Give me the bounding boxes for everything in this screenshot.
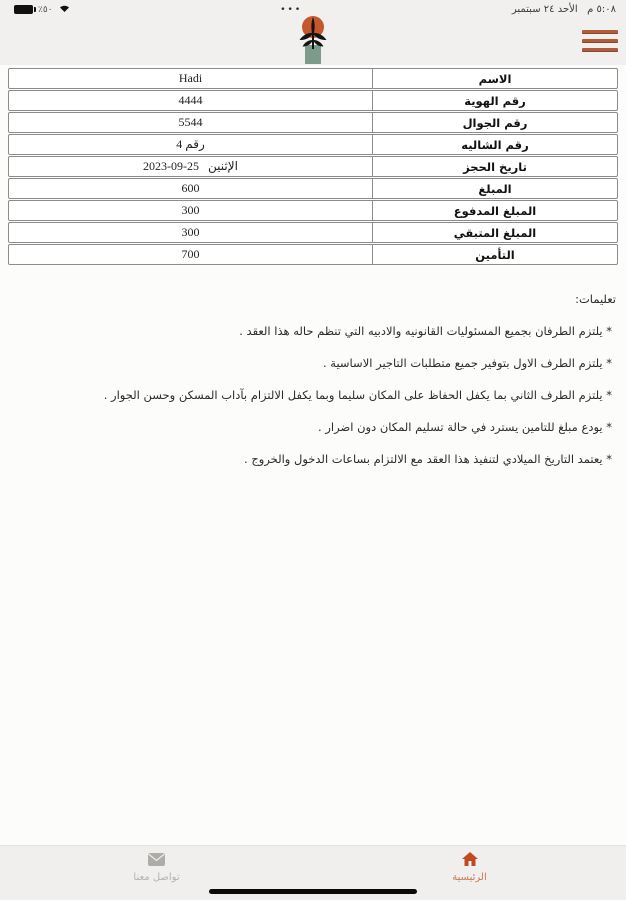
row-label: الاسم: [372, 69, 617, 88]
instruction-item: * يلتزم الطرف الاول بتوفير جميع متطلبات التاجير الاساسية .: [322, 356, 612, 370]
row-label: رقم الشاليه: [372, 135, 617, 154]
instruction-item: * يعتمد التاريخ الميلادي لتنفيذ هذا العقد مع الالتزام بساعات الدخول والخروج .: [244, 452, 612, 466]
row-value: 300: [181, 225, 200, 239]
nav-item-contact-us[interactable]: [117, 851, 197, 883]
status-datetime: [512, 4, 616, 15]
table-row-id-number: [8, 90, 618, 111]
table-row-amount: [8, 178, 618, 199]
app-logo-plant-icon: [296, 13, 330, 65]
row-label: المبلغ المدفوع: [372, 201, 617, 220]
row-value: 4444: [178, 93, 203, 107]
row-label: رقم الهوية: [372, 91, 617, 110]
status-dots: •••: [280, 4, 303, 15]
row-value: 600: [181, 181, 200, 195]
table-row-chalet-number: [8, 134, 618, 155]
row-value: 300: [181, 203, 200, 217]
table-row-remaining-amount: [8, 222, 618, 243]
table-row-name: [8, 68, 618, 89]
gesture-bar[interactable]: [209, 889, 417, 894]
table-row-paid-amount: [8, 200, 618, 221]
row-value: رقم 4: [176, 137, 205, 151]
wifi-icon: [58, 3, 71, 16]
instruction-item: * يلتزم الطرف الثاني بما يكفل الحفاظ على المكان سليما وبما يكفل الالتزام بآداب المسكن وحسن الجوار .: [103, 388, 612, 402]
row-value: Hadi: [178, 71, 203, 85]
header: [0, 0, 626, 65]
row-label: التأمين: [372, 245, 617, 264]
status-indicators: [14, 3, 71, 16]
instructions-section: [10, 292, 616, 466]
row-label: المبلغ: [372, 179, 617, 198]
row-value: الإثنين 25-09-2023: [143, 159, 238, 173]
row-label: المبلغ المتبقي: [372, 223, 617, 242]
battery-percent: ٪٥٠: [38, 4, 53, 15]
table-row-deposit: [8, 244, 618, 265]
envelope-icon: [148, 851, 165, 870]
table-row-booking-date: [8, 156, 618, 177]
nav-contact-label: تواصل معنا: [133, 872, 180, 883]
status-datetime-text: ٥:٠٨ م الأحد ٢٤ سبتمبر: [511, 4, 616, 15]
row-value: 700: [181, 247, 200, 261]
menu-hamburger-icon[interactable]: [582, 30, 618, 52]
nav-item-home[interactable]: [430, 851, 510, 883]
home-icon: [462, 851, 478, 870]
table-row-mobile-number: [8, 112, 618, 133]
instruction-item: * يودع مبلغ للتامين يسترد في حالة تسليم المكان دون اضرار .: [318, 420, 612, 434]
row-label: رقم الجوال: [372, 113, 617, 132]
instruction-item: * يلتزم الطرفان بجميع المسئوليات القانونيه والادبيه التي تنظم حاله هذا العقد .: [239, 324, 612, 338]
nav-home-label: الرئيسية: [452, 872, 487, 883]
booking-details-table: [8, 68, 618, 265]
row-label: تاريخ الحجز: [372, 157, 617, 176]
battery-icon: [14, 5, 33, 14]
row-value: 5544: [178, 115, 203, 129]
instructions-title: تعليمات:: [575, 292, 616, 306]
